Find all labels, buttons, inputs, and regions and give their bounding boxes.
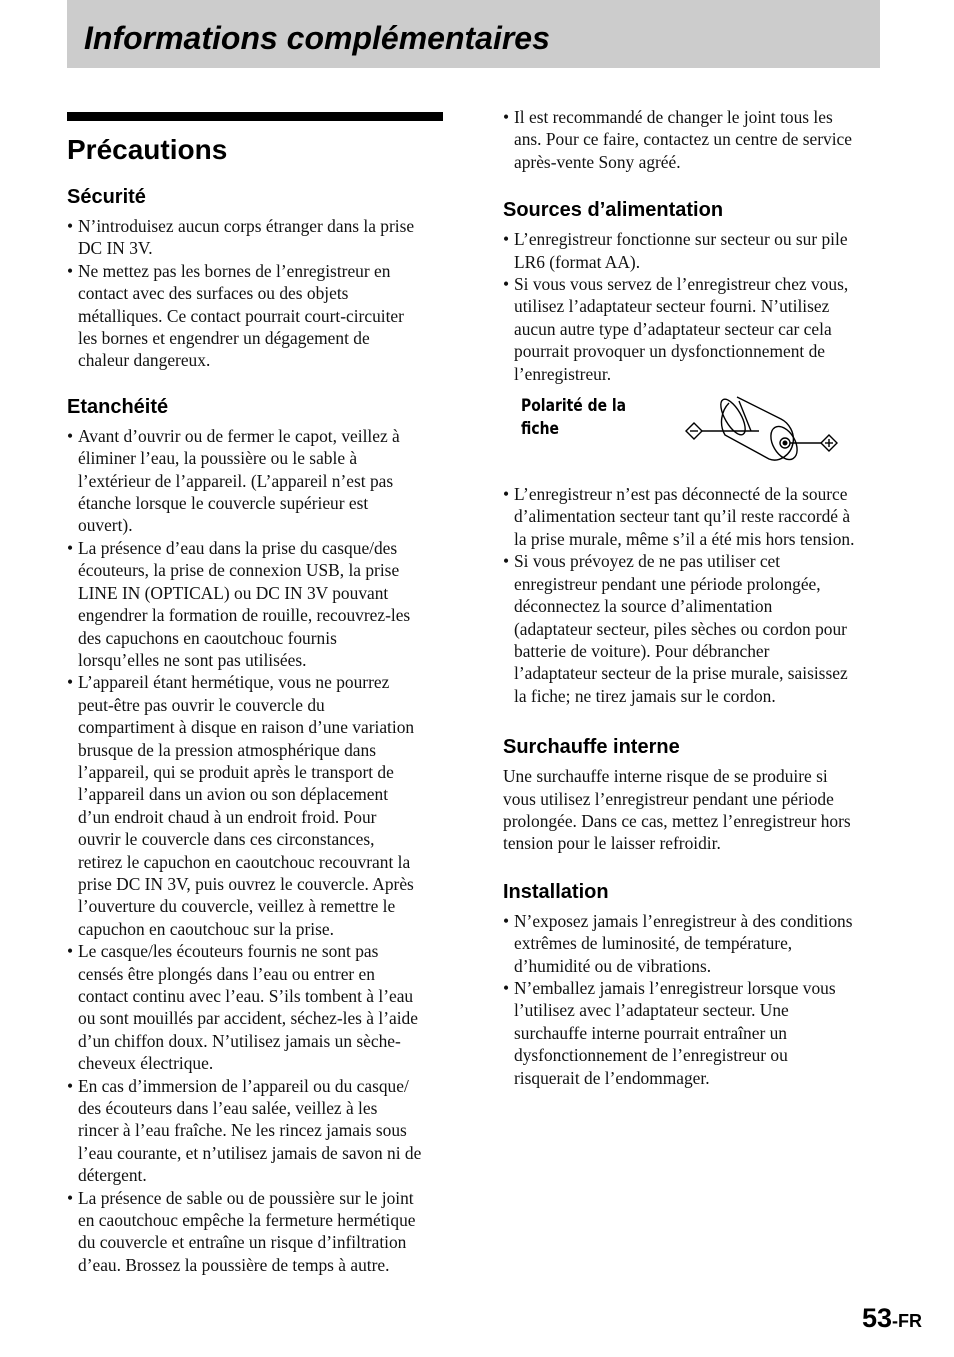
etancheite-heading: Etanchéité xyxy=(67,395,169,418)
installation-list xyxy=(503,910,880,1089)
page-number-value: 53 xyxy=(861,1303,892,1333)
page-number-suffix: -FR xyxy=(892,1311,922,1331)
sources-list-b xyxy=(503,483,880,707)
installation-heading: Installation xyxy=(503,880,609,903)
list-item: • Si vous vous servez de l’enregistreur chez vous, utilisez l’adaptateur secteur fourni. N’utilisez aucun autre type d’adaptateur secteur car cela pourrait provoquer un dysfonctionnement de l’enregistreur. xyxy=(503,273,880,385)
etancheite-list xyxy=(67,425,443,1276)
page-number xyxy=(862,1303,922,1334)
list-item: • N’emballez jamais l’enregistreur lorsque vous l’utilisez avec l’adaptateur secteur. Une surchauffe interne pourrait entraîner un dysfonctionnement de l’enregistreur ou risquerait de l’endommager. xyxy=(503,977,880,1089)
page-header-title: Informations complémentaires xyxy=(84,20,550,56)
list-item: • L’enregistreur fonctionne sur secteur ou sur pile LR6 (format AA). xyxy=(503,228,880,273)
list-item: • L’appareil étant hermétique, vous ne pourrez peut-être pas ouvrir le couvercle du compartiment à disque en raison d’une variation brusque de la pression atmosphérique dans l’appareil, qui se produit après le transport de l’appareil dans un avion ou son déplacement d’un endroit chaud à un endroit froid. Pour ouvrir le couvercle dans ces circonstances, retirez le capuchon en caoutchouc recouvrant la prise DC IN 3V, puis ouvrez le couvercle. Après l’ouverture du couvercle, veillez à remettre le capuchon en caoutchouc sur la prise. xyxy=(67,671,443,940)
list-item: • Si vous prévoyez de ne pas utiliser cet enregistreur pendant une période prolongée, déconnectez la source d’alimentation (adaptateur secteur, piles sèches ou cordon pour batterie de voiture). Pour débrancher l’adaptateur secteur de la prise murale, saisissez la fiche; ne tirez jamais sur le cordon. xyxy=(503,550,880,707)
right-column xyxy=(503,106,880,1089)
list-item: • La présence d’eau dans la prise du casque/des écouteurs, la prise de connexion USB, la prise LINE IN (OPTICAL) ou DC IN 3V pouvant engendrer la formation de rouille, recouvrez-les des capuchons en caoutchouc fournis lorsqu’elles ne sont pas utilisées. xyxy=(67,537,443,671)
surchauffe-text: Une surchauffe interne risque de se produire si vous utilisez l’enregistreur pendant une période prolongée. Dans ce cas, mettez l’enregistreur hors tension pour le laisser refroidir. xyxy=(503,766,851,854)
sources-list-a xyxy=(503,228,880,385)
list-item: • L’enregistreur n’est pas déconnecté de la source d’alimentation secteur tant qu’il reste raccordé à la prise murale, même s’il a été mis hors tension. xyxy=(503,483,880,550)
list-item: • En cas d’immersion de l’appareil ou du casque/ des écouteurs dans l’eau salée, veillez à les rincer à l’eau fraîche. Ne les rincez jamais sous l’eau courante, et n’utilisez jamais de savon ni de détergent. xyxy=(67,1075,443,1187)
section-rule xyxy=(67,112,443,121)
list-item: • Le casque/les écouteurs fournis ne sont pas censés être plongés dans l’eau ou entrer en contact continu avec l’eau. S’ils tombent à l’eau ou sont mouillés par accident, séchez-les à l’aide d’un chiffon doux. N’utilisez jamais un sèche- cheveux électrique. xyxy=(67,940,443,1074)
list-item: • Ne mettez pas les bornes de l’enregistreur en contact avec des surfaces ou des objets métalliques. Ce contact pourrait court-circuiter les bornes et engendrer un dégagement de chaleur dangereux. xyxy=(67,260,443,372)
polarity-label: Polarité de la fiche xyxy=(521,396,627,440)
securite-list xyxy=(67,215,443,372)
plug-polarity-diagram-icon xyxy=(681,391,861,471)
sources-heading: Sources d’alimentation xyxy=(503,199,724,222)
list-item: • La présence de sable ou de poussière sur le joint en caoutchouc empêche la fermeture hermétique du couvercle et entraîne un risque d’infiltration d’eau. Brossez la poussière de temps à autre. xyxy=(67,1187,443,1277)
plug-polarity-figure xyxy=(503,391,880,475)
list-item: • N’introduisez aucun corps étranger dans la prise DC IN 3V. xyxy=(67,215,443,260)
list-item: • Avant d’ouvrir ou de fermer le capot, veillez à éliminer l’eau, la poussière ou le sable à l’extérieur de l’appareil. (L’appareil n’est pas étanche lorsque le couvercle supérieur est ouvert). xyxy=(67,425,443,537)
list-item: • Il est recommandé de changer le joint tous les ans. Pour ce faire, contactez un centre de service après-vente Sony agréé. xyxy=(503,106,880,173)
left-column xyxy=(67,112,443,1276)
section-title: Précautions xyxy=(67,134,228,165)
joint-list xyxy=(503,106,880,173)
surchauffe-heading: Surchauffe interne xyxy=(503,736,680,759)
list-item: • N’exposez jamais l’enregistreur à des conditions extrêmes de luminosité, de température, d’humidité ou de vibrations. xyxy=(503,910,880,977)
securite-heading: Sécurité xyxy=(67,186,146,208)
